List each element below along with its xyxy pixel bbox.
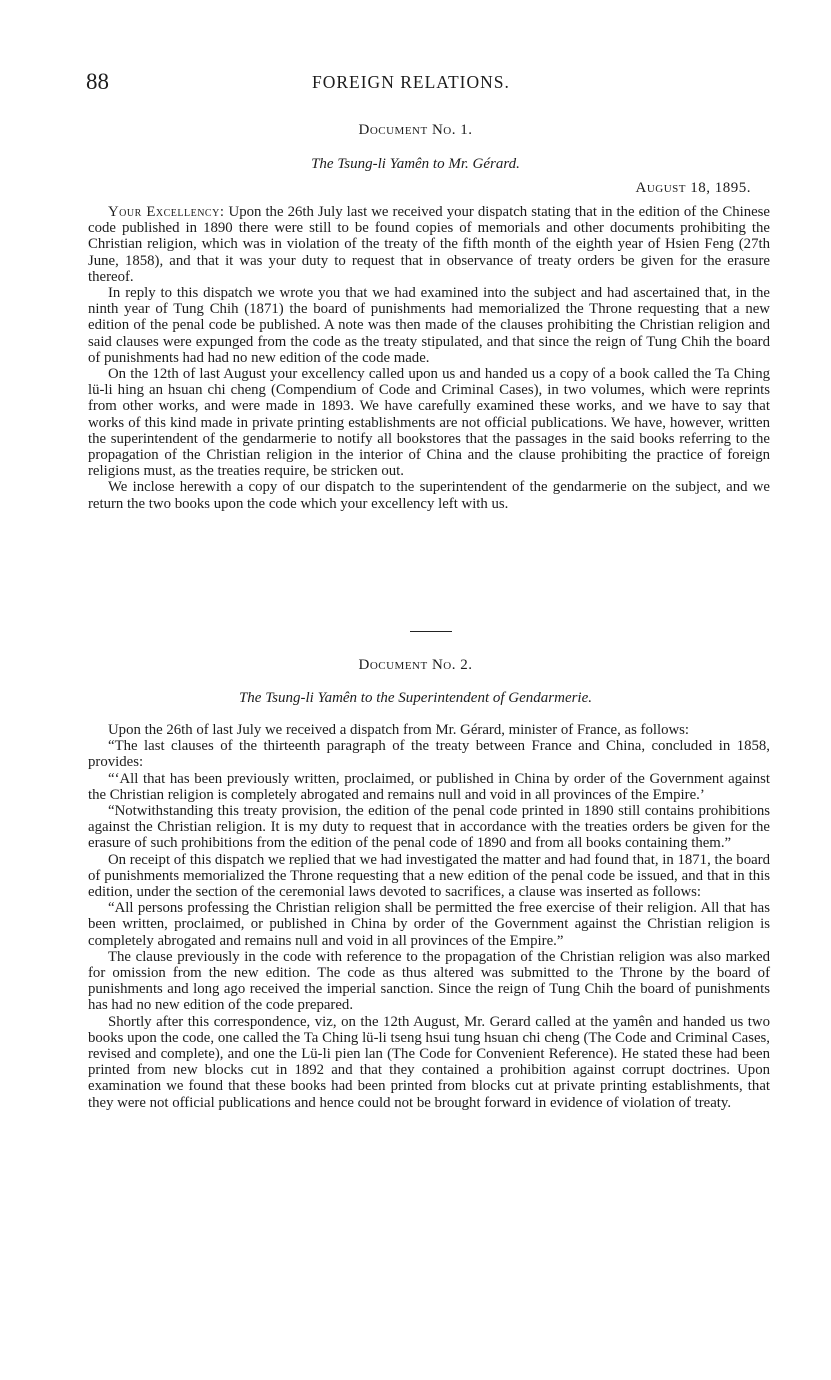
doc2-paragraph: “All persons professing the Christian religion shall be permitted the free exercise of their religion. All that has been written, proclaimed, or published in China by order of the Government against the Christian religion is completely abrogated and remains null and void in all provinces of the Empire.” <box>88 900 770 949</box>
doc2-paragraph: “‘All that has been previously written, proclaimed, or published in China by order of the Government against the Christian religion is completely abrogated and remains null and void in all provinces of the Empire.’ <box>88 770 770 803</box>
doc2-paragraph: The clause previously in the code with reference to the propagation of the Christian religion was also marked for omission from the new edition. The code as thus altered was submitted to the Throne by the board of punishments and long ago received the imperial sanction. Since the reign of Tung Chih the board of punishments has had no new edition of the code prepared. <box>88 948 770 1014</box>
doc1-date: August 18, 1895. <box>635 180 751 196</box>
doc2-body <box>88 722 770 1111</box>
doc2-paragraph: “Notwithstanding this treaty provision, the edition of the penal code printed in 1890 still contains prohibitions against the Christian religion. It is my duty to request that in accordance with the treaties orders be given for the erasure of such prohibitions from the edition of the penal code of 1890 and from all books containing them.” <box>88 803 770 852</box>
doc2-heading: Document No. 2. <box>358 657 473 673</box>
doc1-salutation: Your Excellency: <box>108 204 225 220</box>
doc2-subtitle: The Tsung-li Yamên to the Superintendent of Gendarmerie. <box>238 690 593 706</box>
doc1-paragraph: In reply to this dispatch we wrote you that we had examined into the subject and had ascertained that, in the ninth year of Tung Chih (1871) the board of punishments had memorialized the Throne requesting that a new edition of the penal code be published. A note was then made of the clauses prohibiting the Christian religion and said clauses were expunged from the code as the treaty stipulated, and that since the reign of Tung Chih the board of punishments had had no new edition of the code made. <box>88 285 770 366</box>
doc1-paragraph: On the 12th of last August your excellency called upon us and handed us a copy of a book called the Ta Ching lü-li hing an hsuan chi cheng (Compendium of Code and Criminal Cases), in two volumes, which were reprints from other works, and were made in 1893. We have carefully examined these works, and we have to say that works of this kind made in private printing establishments are not official publications. We have, however, written the superintendent of the gendarmerie to notify all bookstores that the passages in the said books referring to the propagation of the Christian religion in the interior of China and the clause prohibiting the practice of foreign religions must, as the treaties require, be stricken out. <box>88 366 770 480</box>
doc1-subtitle: The Tsung-li Yamên to Mr. Gérard. <box>311 156 520 172</box>
doc2-paragraph: “The last clauses of the thirteenth paragraph of the treaty between France and China, concluded in 1858, provides: <box>88 738 770 771</box>
doc1-heading: Document No. 1. <box>358 122 473 138</box>
doc1-body <box>88 204 770 512</box>
section-divider <box>410 631 452 632</box>
doc2-paragraph: Upon the 26th of last July we received a dispatch from Mr. Gérard, minister of France, as follows: <box>108 722 690 738</box>
page-number: 88 <box>86 69 109 94</box>
doc2-paragraph: On receipt of this dispatch we replied that we had investigated the matter and had found that, in 1871, the board of punishments memorialized the Throne requesting that a new edition of the penal code be issued, and that in this edition, under the section of the ceremonial laws devoted to sacrifices, a clause was inserted as follows: <box>88 851 770 901</box>
doc1-paragraph: We inclose herewith a copy of our dispatch to the superintendent of the gendarmerie on the subject, and we return the two books upon the code which your excellency left with us. <box>88 479 770 512</box>
doc1-paragraph: Your Excellency: Upon the 26th July last we received your dispatch stating that in the edition of the Chinese code published in 1890 there were still to be found copies of memorials and other documents prohibiting the Christian religion, which was in violation of the treaty of the fifth month of the eighth year of Hsien Feng (27th June, 1858), and that it was your duty to request that in observance of treaty orders be given for the erasure thereof. <box>88 204 771 285</box>
doc2-paragraph: Shortly after this correspondence, viz, on the 12th August, Mr. Gerard called at the yamên and handed us two books upon the code, one called the Ta Ching lü-li tseng hsui tung hsuan chi cheng (The Code and Criminal Cases, revised and complete), and one the Lü-li pien lan (The Code for Convenient Reference). He stated these had been printed from new blocks cut in 1892 and that they contained a prohibition against corrupt doctrines. Upon examination we found that these books had been printed from blocks cut at private printing establishments, that they were not official publications and hence could not be brought forward in evidence of violation of treaty. <box>88 1013 770 1111</box>
running-title: FOREIGN RELATIONS. <box>312 72 510 92</box>
